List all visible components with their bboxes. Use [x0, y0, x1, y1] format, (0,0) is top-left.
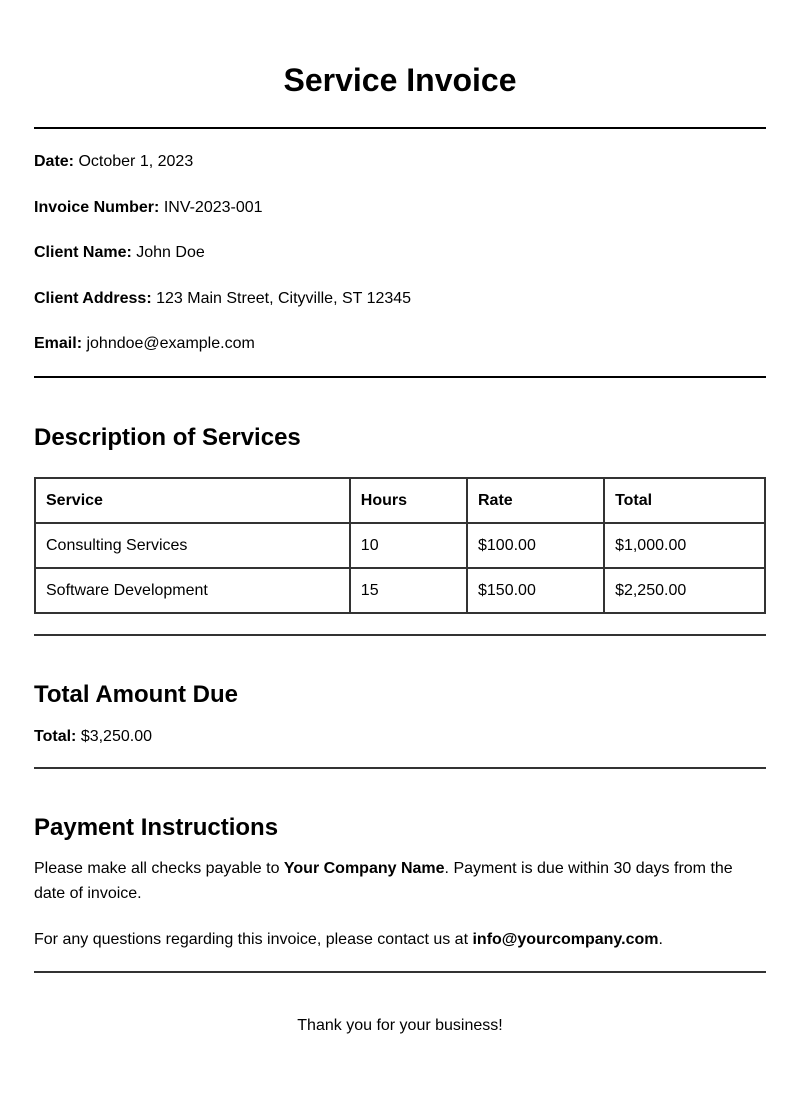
divider [34, 971, 766, 973]
table-cell: $150.00 [467, 568, 604, 613]
payment-text: Please make all checks payable to [34, 860, 284, 877]
divider [34, 127, 766, 129]
invoice-page [34, 0, 766, 1036]
detail-value: 123 Main Street, Cityville, ST 12345 [156, 289, 412, 307]
detail-label: Date: [34, 153, 75, 170]
table-cell: $100.00 [467, 523, 604, 568]
total-label: Total: [34, 728, 77, 745]
company-name: Your Company Name [283, 860, 445, 877]
detail-value: John Doe [136, 244, 205, 261]
divider [34, 767, 766, 769]
column-header-total: Total [604, 478, 765, 523]
table-cell: 10 [350, 523, 467, 568]
contact-prefix: For any questions regarding this invoice, please contact us at [34, 931, 473, 948]
detail-client-name [34, 243, 766, 263]
divider [34, 376, 766, 378]
table-cell: 15 [350, 568, 467, 613]
total-value: $3,250.00 [80, 728, 152, 745]
table-cell: Software Development [35, 568, 350, 613]
divider [34, 634, 766, 636]
table-row [35, 568, 765, 613]
table-cell: Consulting Services [35, 523, 350, 568]
detail-email [34, 334, 766, 354]
page-title: Service Invoice [283, 62, 517, 98]
table-cell: $1,000.00 [604, 523, 765, 568]
contact-suffix: . [658, 931, 663, 948]
column-header-hours: Hours [350, 478, 467, 523]
detail-label: Email: [34, 335, 83, 352]
table-header-row [35, 478, 765, 523]
detail-label: Client Address: [34, 289, 152, 307]
table-row [35, 523, 765, 568]
detail-value: October 1, 2023 [78, 153, 194, 170]
detail-label: Invoice Number: [34, 198, 160, 216]
payment-text: . Payment is due within 30 days from the date of invoice. [34, 860, 733, 902]
column-header-rate: Rate [467, 478, 604, 523]
services-table [34, 477, 766, 614]
total-heading: Total Amount Due [34, 681, 238, 708]
detail-value: johndoe@example.com [86, 335, 255, 352]
detail-value: INV-2023-001 [163, 198, 263, 216]
invoice-details [34, 152, 766, 354]
column-header-service: Service [35, 478, 350, 523]
total-line [34, 724, 766, 749]
table-cell: $2,250.00 [604, 568, 765, 613]
detail-label: Client Name: [34, 244, 132, 261]
contact-text [34, 927, 766, 952]
contact-email: info@yourcompany.com [472, 931, 659, 948]
detail-invoice-number [34, 198, 766, 218]
footer-thank-you: Thank you for your business! [297, 1017, 503, 1034]
payment-heading: Payment Instructions [34, 814, 279, 841]
payment-instructions-text [34, 856, 766, 906]
detail-date [34, 152, 766, 172]
detail-client-address [34, 289, 766, 309]
services-heading: Description of Services [34, 424, 301, 451]
